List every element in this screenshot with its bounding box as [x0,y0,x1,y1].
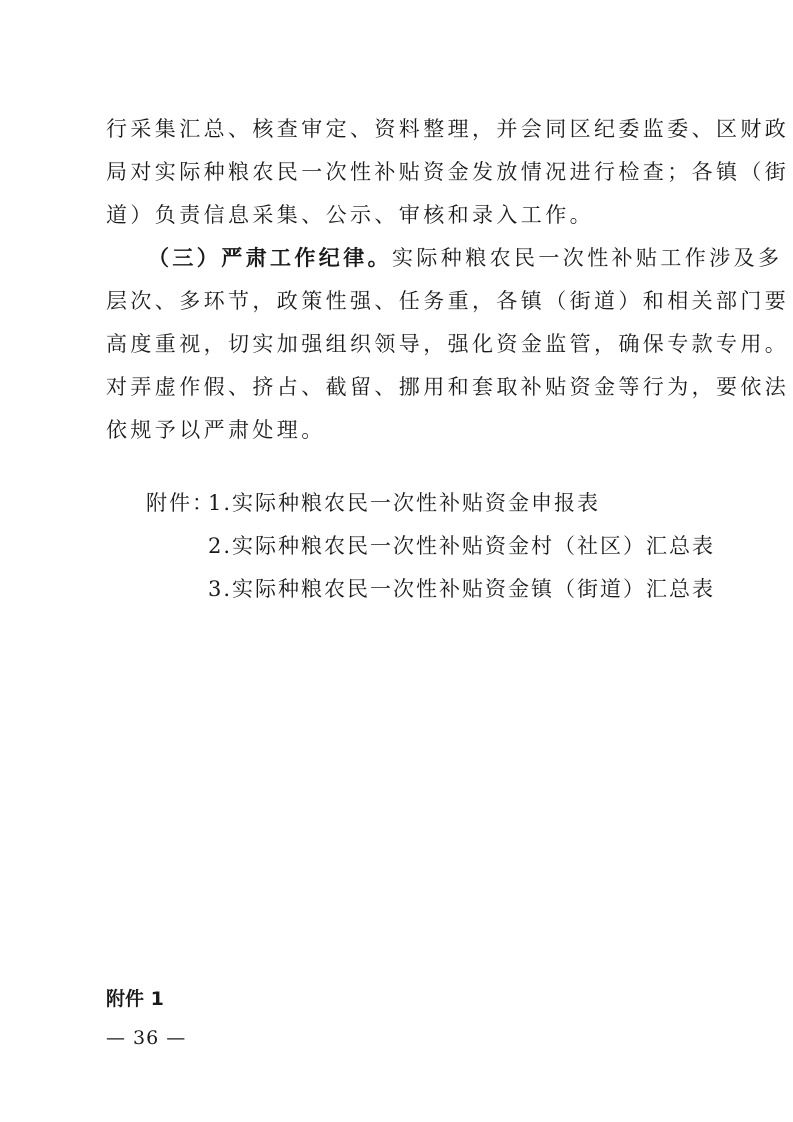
section-3-line-5: 依规予以严肃处理。 [106,418,326,442]
body-line-2: 局对实际种粮农民一次性补贴资金发放情况进行检查；各镇（街 [106,160,790,184]
section-3-first-line [148,245,782,271]
section-3-line-4: 对弄虚作假、挤占、截留、挪用和套取补贴资金等行为，要依法 [106,375,790,399]
annex-1-title: 附件 1 [106,988,164,1010]
section-3-first-line-text: 实际种粮农民一次性补贴工作涉及多 [392,246,783,270]
body-line-3: 道）负责信息采集、公示、审核和录入工作。 [106,203,594,227]
attachment-item-3: 3.实际种粮农民一次性补贴资金镇（街道）汇总表 [208,577,716,601]
section-3-line-2: 层次、多环节，政策性强、任务重，各镇（街道）和相关部门要 [106,289,790,313]
page-number: — 36 — [106,1027,187,1049]
attachment-item-2: 2.实际种粮农民一次性补贴资金村（社区）汇总表 [208,534,716,558]
section-3-line-3: 高度重视，切实加强组织领导，强化资金监管，确保专款专用。 [106,332,790,356]
attachments-label: 附件： [146,491,215,515]
body-line-1: 行采集汇总、核查审定、资料整理，并会同区纪委监委、区财政 [106,117,790,141]
attachment-item-1: 1.实际种粮农民一次性补贴资金申报表 [208,491,601,515]
section-3-heading: （三）严肃工作纪律。 [148,245,392,270]
